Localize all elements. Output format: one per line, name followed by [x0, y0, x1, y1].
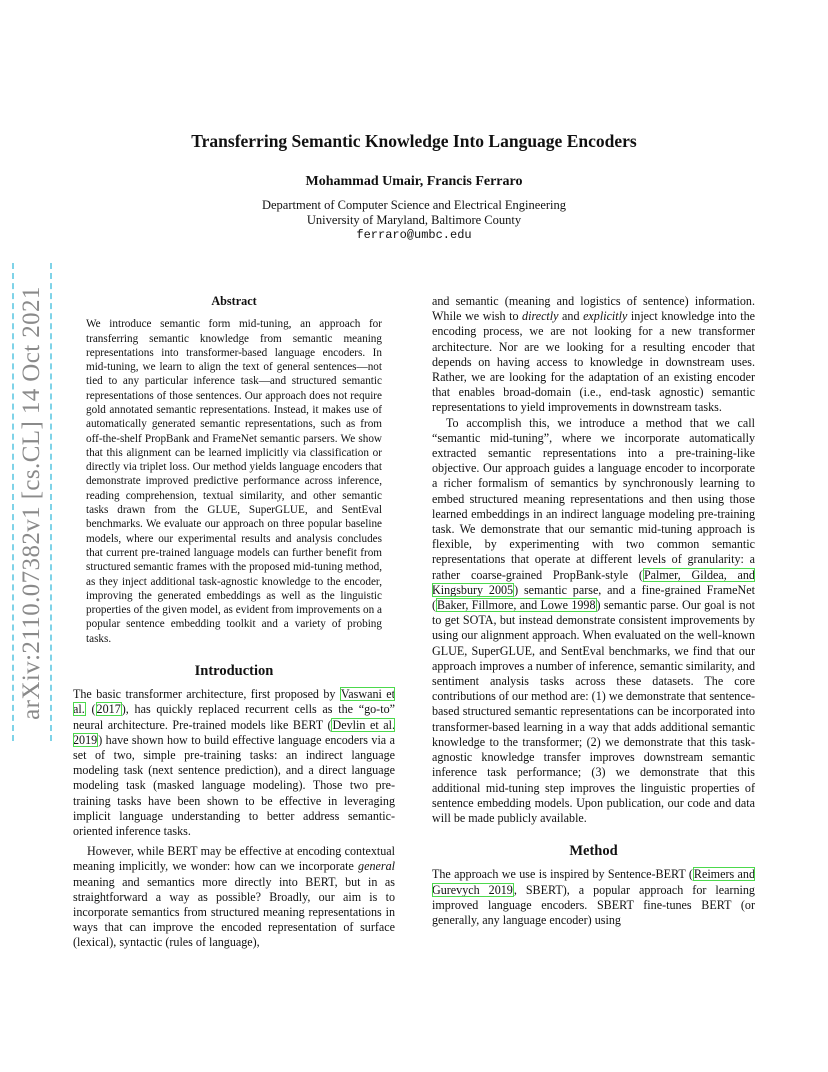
intro-paragraph-3: To accomplish this, we introduce a method that we call “semantic mid-tuning”, where we incorporate automatically extracted semantic representations into a pre-training-like objective. Our approach guides a language encoder to incorporate a richer formalism of semantics by synchronously learning to embed structured meaning representations and then using those learned embeddings in an indirect language modeling pre-training task. We demonstrate that our semantic mid-tuning approach is flexible, by experimenting with two common semantic representations that operate at different levels of granularity: a rather coarse-grained PropBank-style (Palmer, Gildea, and Kingsbury 2005) semantic parse, and a fine-grained FrameNet (Baker, Fillmore, and Lowe 1998) semantic parse. Our goal is not to get SOTA, but instead demonstrate consistent improvements by using our alignment approach. When evaluated on the well-known GLUE, SuperGLUE, and SentEval benchmarks, we find that our approach improves a number of inference, semantic similarity, and sentiment analysis tasks across these datasets. The core contributions of our method are: (1) we demonstrate that sentence-based structured semantic representations can be incorporated into transformer-based learning in a way that adds additional semantic knowledge to the transformer; (2) we demonstrate that this task-agnostic knowledge transfer improves downstream semantic inference task performance; (3) we demonstrate that this additional mid-tuning step improves the linguistic properties of sentence embedding models. Upon publication, our code and data will be made publicly available. — [432, 415, 756, 825]
intro-paragraph-2-continued: and semantic (meaning and logistics of sentence) information. While we wish to directly and explicitly inject knowledge into the encoding process, we are not looking for a new transformer architecture. Nor are we looking for a resulting encoder that depends on having access to knowledge in downstream uses. Rather, we are looking for the adaptation of an existing encoder that enables broad-domain (i.e., end-task agnostic) semantic representations to yield improvements in downstream tasks. — [432, 294, 756, 415]
arxiv-stamp-text: arXiv:2110.07382v1 [cs.CL] 14 Oct 2021 — [18, 286, 46, 720]
abstract-text: We introduce semantic form mid-tuning, an approach for transferring semantic knowledge from semantic meaning representations into transformer-based language encoders. In mid-tuning, we learn to align the text of general sentences—not tied to any particular inference task—and structured semantic representations of those sentences. Our approach does not require gold annotated semantic representations. Instead, it makes use of automatically generated semantic representations, such as from off-the-shelf PropBank and FrameNet semantic parsers. We show that this alignment can be learned implicitly via classification or directly via triplet loss. Our method yields language encoders that demonstrate improved predictive performance across inference, reading comprehension, textual similarity, and other semantic tasks drawn from the GLUE, SuperGLUE, and SentEval benchmarks. We evaluate our approach on three popular baseline models, where our experimental results and analysis concludes that current pre-trained language models can further benefit from structured semantic frames with the proposed mid-tuning method, as they inject additional task-agnostic knowledge to the encoder, improving the generated embeddings as well as the linguistic properties of the given model, as evident from improvements on a popular sentence embedding toolkit and a variety of probing tasks. — [86, 318, 382, 645]
citation-palmer[interactable]: Palmer, Gildea, and Kingsbury 2005 — [432, 567, 755, 597]
affiliation — [0, 198, 828, 243]
citation-baker[interactable]: Baker, Fillmore, and Lowe 1998 — [437, 598, 596, 613]
right-column — [432, 294, 755, 928]
paper-authors: Mohammad Umair, Francis Ferraro — [305, 174, 523, 189]
abstract-heading: Abstract — [211, 294, 257, 308]
citation-reimers[interactable]: Reimers and Gurevych 2019 — [432, 867, 755, 897]
intro-paragraph-1: The basic transformer architecture, first proposed by Vaswani et al. (2017), has quickly replaced recurrent cells as the “go-to” neural architecture. Pre-trained models like BERT (Devlin et al. 2019) have shown how to build effective language encoders via a set of two, simple pre-training tasks: an indirect language modeling task (next sentence prediction), and a direct language modeling task (masked language modeling). Those two pre-training tasks have been shown to be effective in leveraging implicit language understanding to better address semantic-oriented inference tasks. — [73, 687, 395, 839]
affiliation-department: Department of Computer Science and Electrical Engineering — [261, 198, 567, 212]
introduction-heading: Introduction — [194, 663, 274, 680]
citation-vaswani-year[interactable]: 2017 — [96, 702, 121, 717]
affiliation-university: University of Maryland, Baltimore County — [306, 213, 522, 227]
left-column — [73, 294, 395, 951]
arxiv-stamp[interactable] — [16, 263, 48, 743]
citation-devlin[interactable]: Devlin et al. 2019 — [73, 717, 395, 747]
paper-title: Transferring Semantic Knowledge Into Language Encoders — [191, 131, 637, 151]
method-paragraph-1: The approach we use is inspired by Sentence-BERT (Reimers and Gurevych 2019, SBERT), a popular approach for learning improved language encoders. SBERT fine-tunes BERT (or generally, any language encoder) using — [432, 867, 755, 927]
method-heading: Method — [569, 843, 618, 860]
citation-vaswani-name[interactable]: Vaswani et al. — [73, 687, 395, 717]
author-email[interactable]: ferraro@umbc.edu — [356, 228, 472, 242]
intro-paragraph-2: However, while BERT may be effective at encoding contextual meaning implicitly, we wonder: how can we incorporate general meaning and semantics more directly into BERT, but in as straightforward a way as possible? Broadly, our aim is to incorporate semantics from structured meaning representations in ways that can improve the encoded representation of surface (lexical), syntactic (rules of language), — [73, 844, 395, 950]
